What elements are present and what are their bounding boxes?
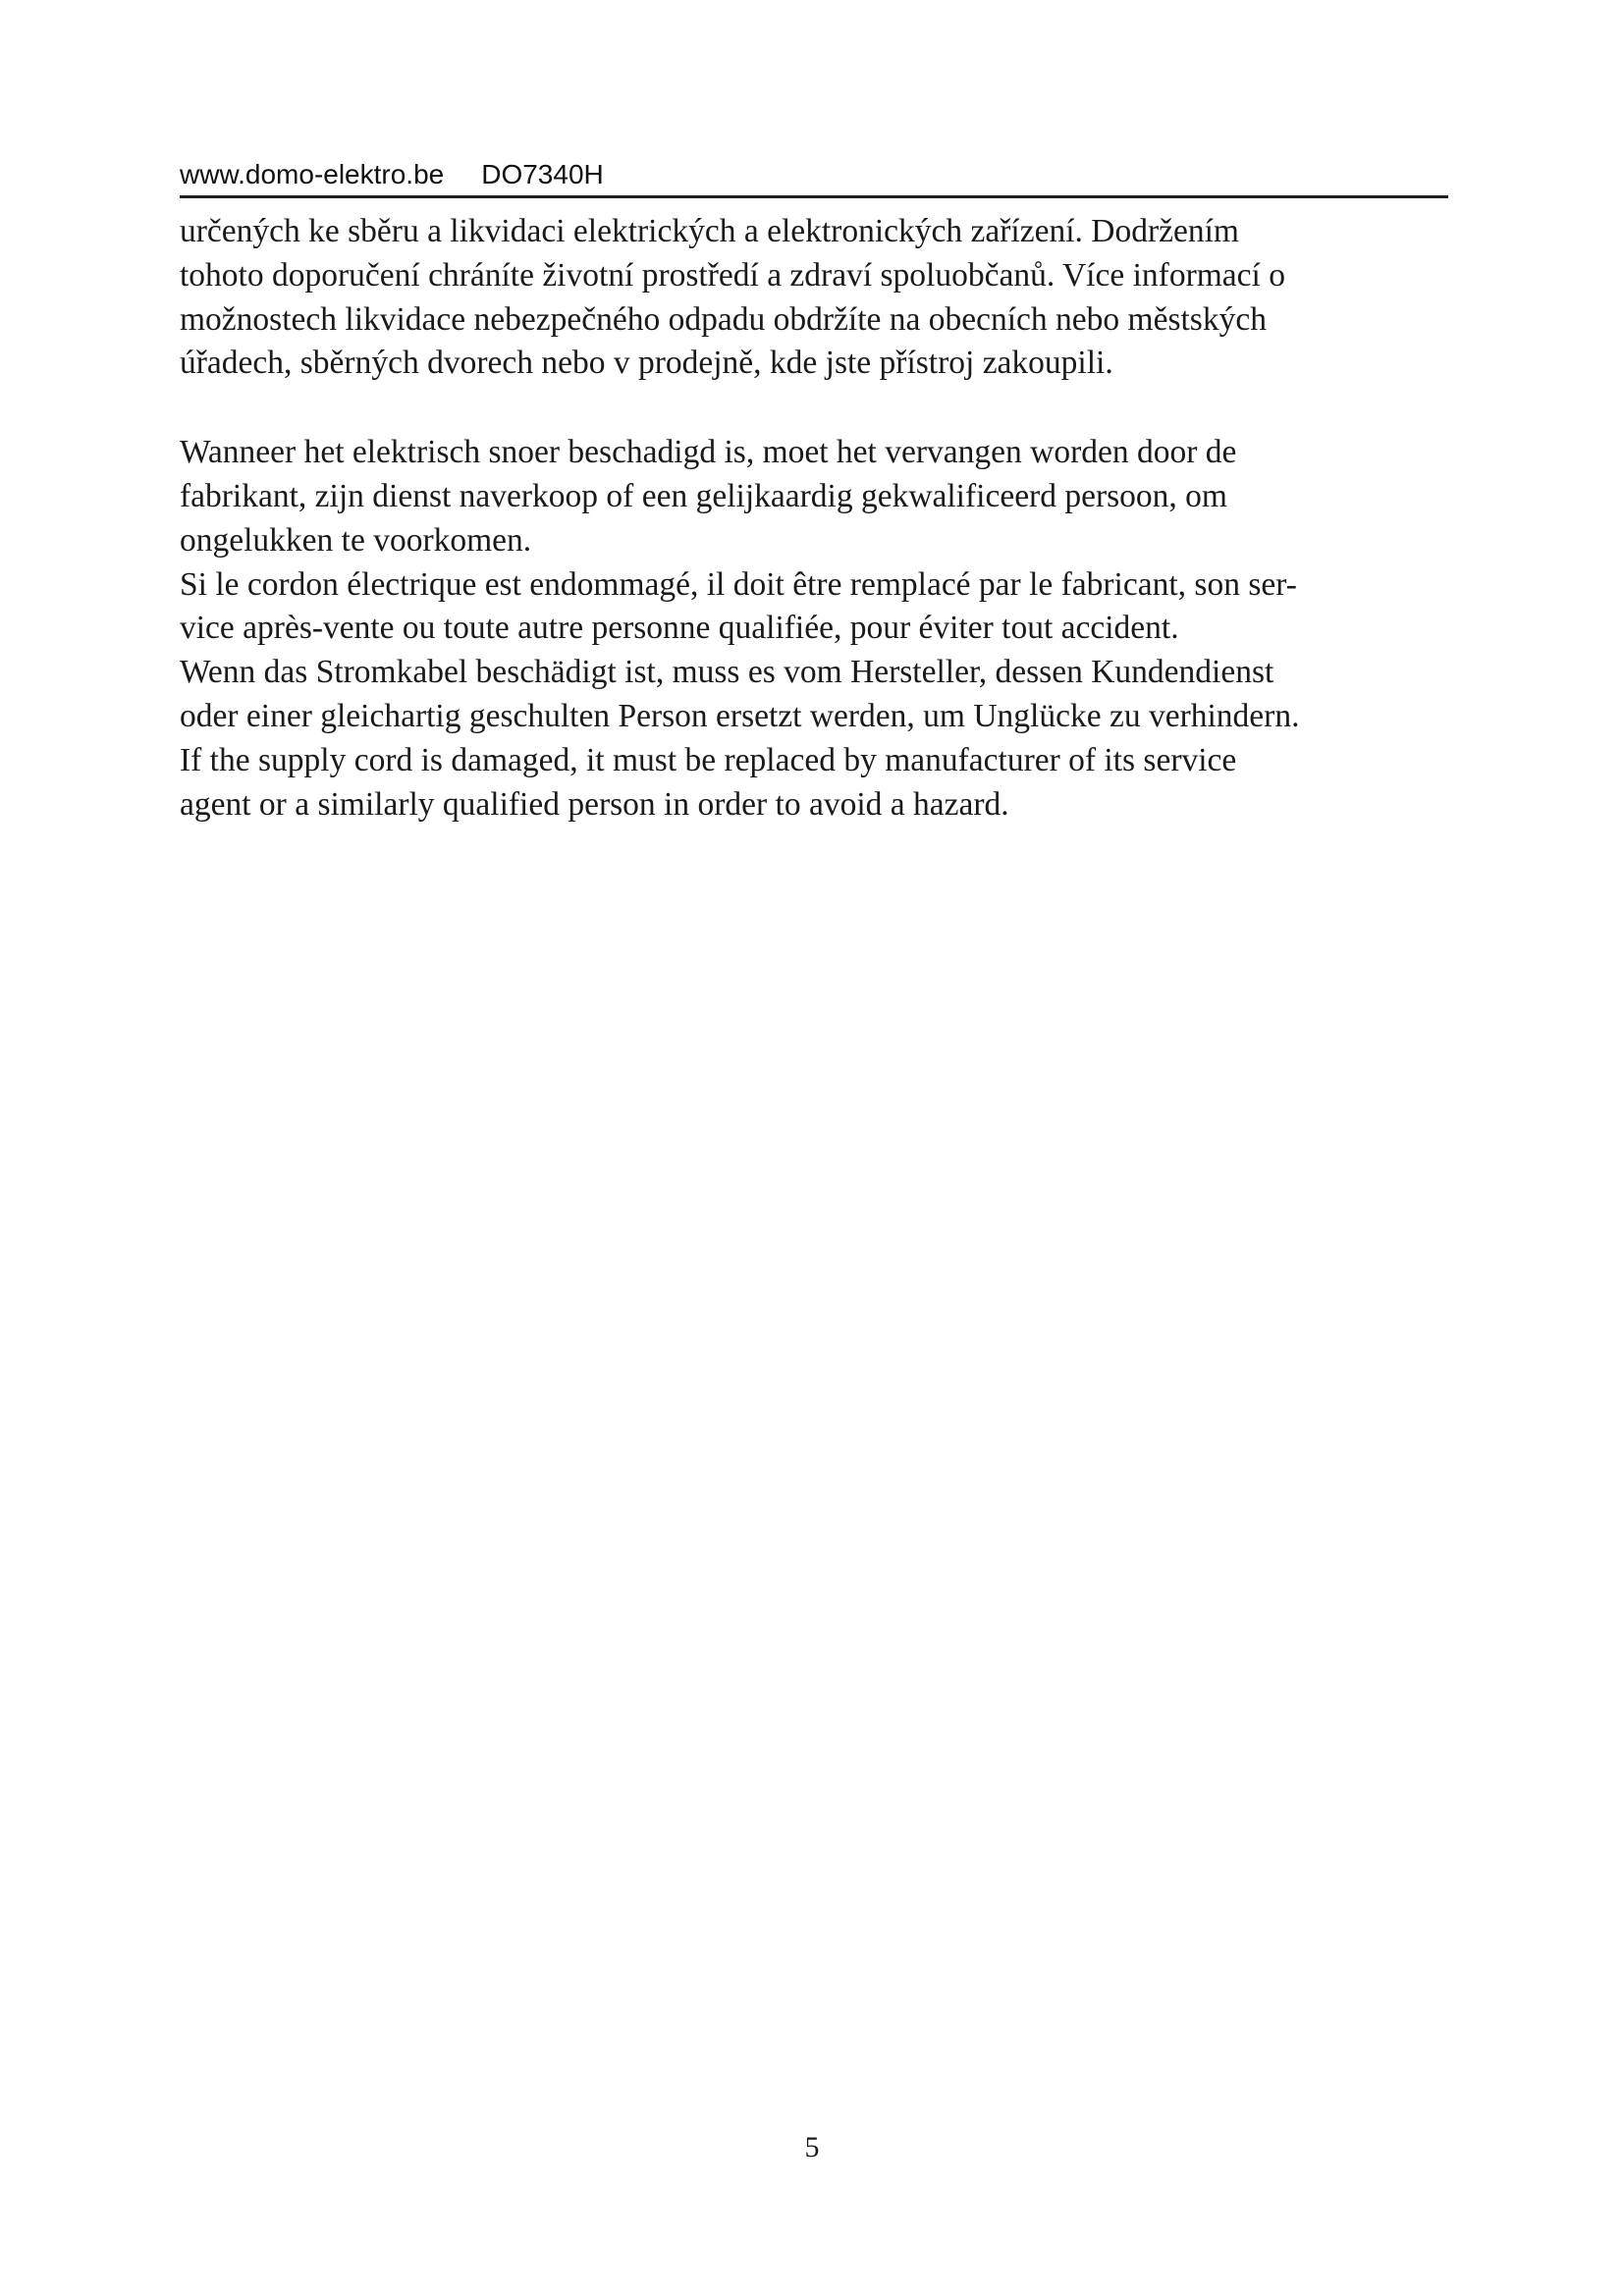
text-line: tohoto doporučení chráníte životní prostředí a zdraví spoluobčanů. Více informací o xyxy=(180,256,1285,294)
text-line: If the supply cord is damaged, it must be replaced by manufacturer of its service xyxy=(180,741,1237,778)
text-line: úřadech, sběrných dvorech nebo v prodejně, kde jste přístroj zakoupili. xyxy=(180,345,1113,382)
page-header xyxy=(180,155,1448,194)
text-line: Si le cordon électrique est endommagé, il doit être remplacé par le fabricant, son ser- xyxy=(180,565,1297,603)
paragraph-spacer xyxy=(180,386,1456,431)
text-line: vice après-vente ou toute autre personne qualifiée, pour éviter tout accident. xyxy=(180,610,1179,647)
text-line: určených ke sběru a likvidaci elektrických a elektronických zařízení. Dodržením xyxy=(180,213,1239,249)
header-divider xyxy=(180,195,1448,198)
page-number: 5 xyxy=(804,2131,820,2163)
text-line: možnostech likvidace nebezpečného odpadu obdržíte na obecních nebo městských xyxy=(180,300,1267,338)
website-url: www.domo-elektro.be xyxy=(180,159,445,189)
text-line: fabrikant, zijn dienst naverkoop of een gelijkaardig gekwalificeerd persoon, om xyxy=(180,477,1227,514)
text-line: Wanneer het elektrisch snoer beschadigd is, moet het vervangen worden door de xyxy=(180,434,1237,471)
paragraph-supply-cord-warning xyxy=(180,431,1456,827)
text-line: agent or a similarly qualified person in order to avoid a hazard. xyxy=(180,785,1009,823)
text-line: oder einer gleichartig geschulten Person ersetzt werden, um Unglücke zu verhindern. xyxy=(180,697,1300,734)
model-number: DO7340H xyxy=(481,159,604,189)
paragraph-disposal-cz xyxy=(180,210,1456,386)
text-line: Wenn das Stromkabel beschädigt ist, muss es vom Hersteller, dessen Kundendienst xyxy=(180,654,1274,691)
text-line: ongelukken te voorkomen. xyxy=(180,521,532,559)
document-body xyxy=(180,210,1456,827)
